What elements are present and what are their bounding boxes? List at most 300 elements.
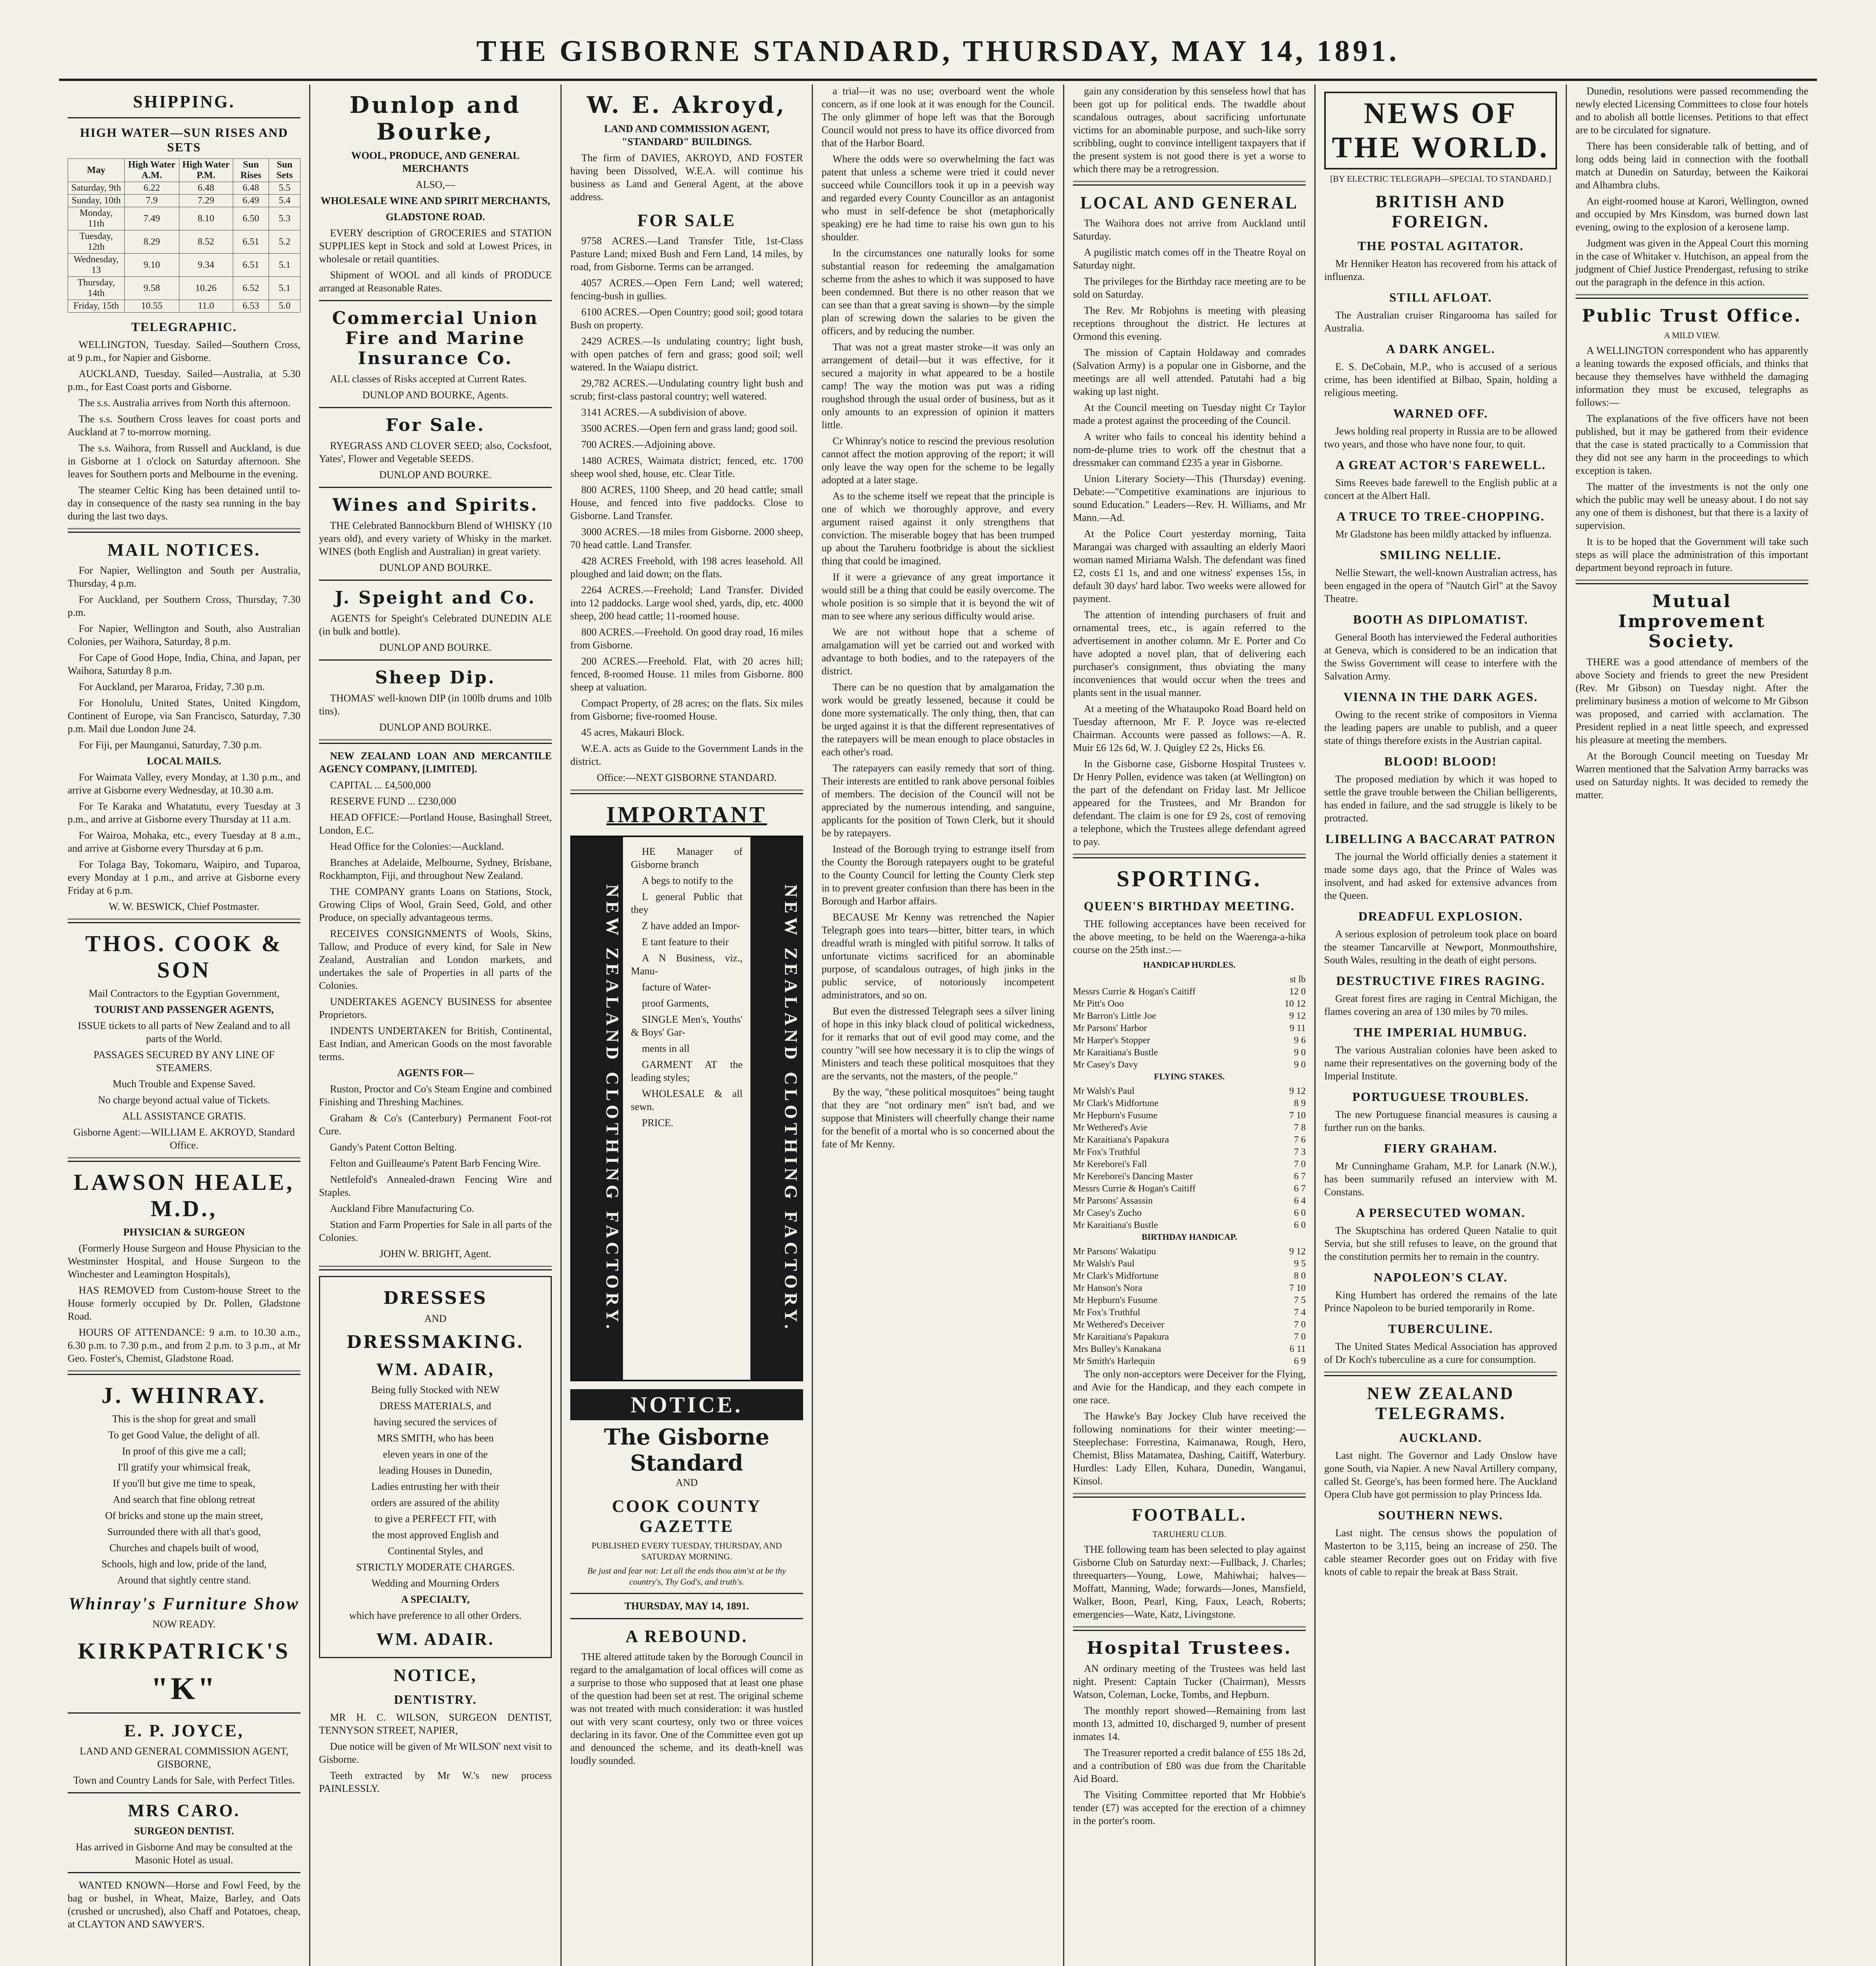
tide-row: [68, 254, 300, 277]
entry-name: Mr Wethered's Deceiver: [1073, 1320, 1165, 1330]
news-item-heading: THE IMPERIAL HUMBUG.: [1354, 1025, 1528, 1039]
entry-weight: 7 8: [1294, 1123, 1306, 1133]
paragraph: An eight-roomed house at Karori, Wellington, owned and occupied by Mrs Kinsdom, was burned down last evening, owing to the explosion of a kerosene lamp.: [1576, 195, 1808, 233]
paragraph: Ladies entrusting her with their: [371, 1481, 500, 1492]
paragraph: 700 ACRES.—Adjoining above.: [581, 439, 715, 450]
sheep-signature: DUNLOP AND BOURKE.: [379, 722, 492, 733]
telegraphic-list: [68, 338, 300, 523]
paragraph: 3500 ACRES.—Open fern and grass land; good soil.: [581, 423, 798, 434]
paragraph: Around that sightly centre stand.: [117, 1574, 251, 1586]
tide-cell: 6.48: [179, 182, 233, 195]
news-item-heading: THE POSTAL AGITATOR.: [1357, 239, 1524, 253]
paragraph: HOURS OF ATTENDANCE: 9 a.m. to 10.30 a.m., 6.30 p.m. to 7.30 p.m., and from 2 p.m. to 3 p.m., at Mr Geo. Foster's, Chemist, Gladstone Road.: [68, 1327, 300, 1364]
tide-cell: 7.29: [179, 195, 233, 207]
tide-heading: HIGH WATER—SUN RISES AND SETS: [80, 125, 288, 154]
entry-name: Mr Clark's Midfortune: [1073, 1271, 1159, 1281]
paragraph: For Honolulu, United States, United Kingdom, Continent of Europe, via San Francisco, Saturday, 7.30 p.m. Mail due London June 24.: [68, 697, 300, 734]
paragraph: L general Public that they: [631, 891, 743, 915]
divider: [570, 1618, 803, 1619]
news-item-heading: PORTUGUESE TROUBLES.: [1352, 1090, 1529, 1104]
entry-weight: 7 4: [1294, 1307, 1306, 1318]
wanted-known: WANTED KNOWN—Horse and Fowl Feed, by the bag or bushel, in Wheat, Maize, Barley, and Oats (crushed or uncrushed), also Chaff and Potatoes, cheap, at CLAYTON AND SAWYER'S.: [68, 1879, 300, 1930]
entry-row: [1073, 1307, 1306, 1319]
entry-row: [1073, 1282, 1306, 1294]
birthday-heading: QUEEN'S BIRTHDAY MEETING.: [1084, 899, 1295, 913]
entry-name: Mrs Bulley's Kanakana: [1073, 1344, 1161, 1354]
paragraph: A pugilistic match comes off in the Theatre Royal on Saturday night.: [1073, 247, 1306, 271]
factory-text: [623, 837, 750, 1380]
paragraph: 9758 ACRES.—Land Transfer Title, 1st-Class Pasture Land; mixed Bush and Fern Land, 14 miles, by road, from Gisborne. Terms can be arranged.: [570, 235, 803, 272]
handicap-units: st lb: [1290, 974, 1306, 985]
paragraph: HAS REMOVED from Custom-house Street to the House formerly occupied by Dr. Pollen, Gladstone Road.: [68, 1285, 300, 1322]
news-heading: NEWS OF THE WORLD.: [1324, 92, 1557, 169]
paragraph: orders are assured of the ability: [371, 1497, 500, 1508]
tide-cell: 6.52: [233, 277, 269, 300]
entry-name: Mr Parsons' Harbor: [1073, 1023, 1147, 1033]
rebound-heading: A REBOUND.: [625, 1627, 748, 1646]
tide-cell: 10.26: [179, 277, 233, 300]
nz-telegrams-heading: NEW ZEALAND TELEGRAMS.: [1367, 1384, 1515, 1423]
tide-cell: 8.29: [125, 230, 179, 254]
local-news-list: [1073, 217, 1306, 848]
paragraph: Gandy's Patent Cotton Belting.: [330, 1141, 457, 1153]
paragraph: THE Celebrated Bannockburn Blend of WHISKY (10 years old), and every variety of Whisky in the market. WINES (both English and Australian) in great variety.: [319, 520, 552, 557]
news-item-text: Nellie Stewart, the well-known Australian actress, has been engaged in the opera of "Nautch Girl" at the Savoy Theatre.: [1324, 567, 1557, 604]
news-item-heading: TUBERCULINE.: [1388, 1322, 1493, 1336]
factory-notice: [570, 836, 803, 1381]
paragraph: 1480 ACRES, Waimata district; fenced, etc. 1700 sheep wool shed, house, etc. Clear Title.: [570, 455, 803, 479]
entry-weight: 9 12: [1289, 1246, 1306, 1257]
news-item-heading: FIERY GRAHAM.: [1384, 1141, 1498, 1155]
paragraph: And search that fine oblong retreat: [113, 1494, 255, 1505]
paragraph: EVERY description of GROCERIES and STATION SUPPLIES kept in Stock and sold at Lowest Prices, in wholesale or retail quantities.: [319, 227, 552, 265]
news-item-heading: VIENNA IN THE DARK AGES.: [1343, 690, 1538, 704]
tide-cell: Thursday, 14th: [68, 277, 125, 300]
paragraph: 428 ACRES Freehold, with 198 acres leasehold. All ploughed and laid down; on the flats.: [570, 555, 803, 580]
paragraph: 45 acres, Makauri Block.: [581, 727, 685, 738]
whinray-heading: J. WHINRAY.: [101, 1382, 267, 1408]
cook-heading: THOS. COOK & SON: [85, 931, 283, 983]
football-text: THE following team has been selected to play against Gisborne Club on Saturday next:—Fullback, J. Charles; threequarters—Young, Lowe, Mahiwhai; halves—Moffatt, Manning, Wade; forwards—Jones, Mansfield, Walker, Boon, Pearl, King, Faux, Leach, Roberts; emergencies—Wate, Katz, Livingstone.: [1073, 1544, 1306, 1620]
akroyd-text: The firm of DAVIES, AKROYD, AND FOSTER having been Dissolved, W.E.A. will continue his business as Land and General Agent, at the above address.: [570, 152, 803, 202]
cook-subheading: Mail Contractors to the Egyptian Government,: [88, 988, 280, 999]
paragraph: To get Good Value, the delight of all.: [108, 1429, 260, 1441]
tide-cell: 5.0: [269, 300, 300, 313]
tide-row: [68, 300, 300, 313]
tide-cell: 6.51: [233, 230, 269, 254]
paragraph: HEAD OFFICE:—Portland House, Basinghall Street, London, E.C.: [319, 812, 552, 836]
divider: [1073, 1493, 1306, 1498]
akroyd-forsale-heading: FOR SALE: [637, 211, 736, 230]
nzloan-reserve: RESERVE FUND ... £230,000: [330, 795, 456, 807]
adair-advert: [319, 1276, 552, 1658]
entry-weight: 8 9: [1294, 1098, 1306, 1108]
tide-cell: 11.0: [179, 300, 233, 313]
paragraph: At the Council meeting on Tuesday night Cr Taylor made a protest against the proceeding of the Council.: [1073, 402, 1306, 426]
caro-list: [68, 1841, 300, 1867]
divider: [1073, 1626, 1306, 1631]
standard-motto: Be just and fear not: Let all the ends thou aim'st at be thy country's, Thy God's, and truth's.: [587, 1566, 786, 1587]
paragraph: The explanations of the five officers have not been published, but it may be gathered from their evidence that the case is stated practically to a Commission that they did not see any harm in the proceedings to which exception is taken.: [1576, 413, 1808, 476]
paragraph: (Formerly House Surgeon and House Physician to the Westminster Hospital, and House Surgeon to the Winchester and Leamington Hospitals),: [68, 1243, 300, 1280]
paragraph: 3141 ACRES.—A subdivision of above.: [581, 407, 747, 418]
tide-row: [68, 230, 300, 254]
paragraph: Graham & Co's (Canterbury) Permanent Foot-rot Cure.: [319, 1112, 552, 1137]
birthday-intro: THE following acceptances have been received for the above meeting, to be held on the Waerenga-a-hika course on the 25th inst.:—: [1073, 918, 1306, 955]
paragraph: Station and Farm Properties for Sale in all parts of the Colonies.: [319, 1219, 552, 1243]
tide-cell: Saturday, 9th: [68, 182, 125, 195]
wines-list: [319, 519, 552, 558]
tide-cell: 10.55: [125, 300, 179, 313]
masthead: [59, 28, 1817, 81]
entry-weight: 9 6: [1294, 1035, 1306, 1046]
entry-weight: 9 5: [1294, 1259, 1306, 1269]
news-item-text: Mr Cunninghame Graham, M.P. for Lanark (N.W.), has been summarily refused an interview with M. Constans.: [1324, 1160, 1557, 1198]
paragraph: The privileges for the Birthday race meeting are to be sold on Saturday.: [1073, 276, 1306, 300]
entry-weight: 6 9: [1294, 1356, 1306, 1366]
news-subheading: [BY ELECTRIC TELEGRAPH—SPECIAL TO STANDARD.]: [1330, 174, 1551, 184]
tide-cell: 5.3: [269, 207, 300, 230]
paragraph: facture of Water-: [642, 981, 711, 993]
entry-weight: 9 0: [1294, 1060, 1306, 1070]
notice-bar: NOTICE.: [570, 1389, 803, 1420]
entry-name: Mr Harper's Stopper: [1073, 1035, 1150, 1046]
paragraph: By the way, "these political mosquitoes" being taught that they are "not ordinary men" isn't bad, and we suppose that Ministers will cheerfully change their name for the benefit of a mortal who is so concerned about the fate of Mr Kenny.: [822, 1086, 1054, 1150]
paragraph: Being fully Stocked with NEW: [371, 1384, 500, 1395]
nzloan-heading: NEW ZEALAND LOAN AND MERCANTILE AGENCY COMPANY, [LIMITED].: [319, 750, 552, 775]
paragraph: But even the distressed Telegraph sees a silver lining of hope in this inky black cloud of political wickedness, for it remarks that out of evil good may come, and the country "will see how necessary it is to clip the wings of Ministers and teach these political mosquitoes that they are the servants, not the masters, of the people.": [822, 1005, 1054, 1082]
paragraph: This is the shop for great and small: [112, 1413, 256, 1425]
divider: [68, 1792, 300, 1793]
news-item-text: General Booth has interviewed the Federal authorities at Geneva, which is considered to be an indication that the Swiss Government will cease to interfere with the Salvation Army.: [1324, 631, 1557, 682]
paragraph: HE Manager of Gisborne branch: [631, 846, 743, 870]
local-mails-heading: LOCAL MAILS.: [147, 755, 221, 767]
kirkpatrick-k: "K": [151, 1671, 217, 1706]
southern-heading: SOUTHERN NEWS.: [1378, 1508, 1503, 1522]
forsale-heading: For Sale.: [385, 415, 485, 435]
tide-row: [68, 195, 300, 207]
paragraph: A WELLINGTON correspondent who has apparently a leaning towards the exposed officials, and thinks that because they themselves have withheld the damaging information they must be excused, telegraphs as follows:—: [1576, 345, 1808, 408]
cook-subheading-2: TOURIST AND PASSENGER AGENTS,: [94, 1004, 274, 1015]
tide-cell: 6.48: [233, 182, 269, 195]
paragraph: Surrounded there with all that's good,: [107, 1526, 261, 1537]
union-list: [319, 372, 552, 385]
tide-column-header: Sun Rises: [233, 159, 269, 182]
entry-row: [1073, 1059, 1306, 1071]
wilson-text-3: Teeth extracted by Mr W.'s new process PAINLESSLY.: [319, 1770, 552, 1794]
columns: [59, 85, 1817, 1966]
trust-heading: Public Trust Office.: [1582, 306, 1802, 326]
paragraph: Continental Styles, and: [388, 1545, 483, 1557]
paragraph: A begs to notify to the: [642, 875, 733, 886]
tide-cell: 5.1: [269, 277, 300, 300]
paragraph: Compact Property, of 28 acres; on the flats. Six miles from Gisborne; five-roomed House.: [570, 698, 803, 722]
divider: [1073, 854, 1306, 858]
dunlop-also: ALSO,—: [415, 179, 455, 190]
news-item-text: The Skuptschina has ordered Queen Natalie to quit Servia, but she still refuses to leave, on the ground that the constitution permits her to remain in the country.: [1324, 1225, 1557, 1262]
entry-name: Mr Parsons' Assassin: [1073, 1196, 1153, 1206]
paragraph: Much Trouble and Expense Saved.: [112, 1078, 256, 1090]
adair-poem: [326, 1383, 544, 1574]
news-item-heading: NAPOLEON'S CLAY.: [1373, 1270, 1508, 1284]
news-item-heading: A DARK ANGEL.: [1386, 342, 1495, 356]
whinray-poem: [68, 1412, 300, 1587]
sheep-list: [319, 692, 552, 718]
entry-row: [1073, 1085, 1306, 1097]
hospital-heading: Hospital Trustees.: [1087, 1638, 1292, 1658]
entry-name: Mr Karaitiana's Bustle: [1073, 1220, 1158, 1230]
heale-list: [68, 1242, 300, 1365]
dunlop-subheading: WOOL, PRODUCE, AND GENERAL MERCHANTS: [351, 150, 520, 174]
tide-cell: 9.58: [125, 277, 179, 300]
paragraph: There has been considerable talk of betting, and of long odds being laid in connection with the football match at Dunedin on Saturday, between the Kaikorai and Alhambra clubs.: [1576, 140, 1808, 191]
paragraph: ISSUE tickets to all parts of New Zealand and to all parts of the World.: [77, 1020, 291, 1044]
tide-cell: Friday, 15th: [68, 300, 125, 313]
tide-table: [68, 158, 300, 313]
paragraph: 29,782 ACRES.—Undulating country light bush and scrub; first-class pastoral country; well watered.: [570, 377, 803, 402]
paragraph: a trial—it was no use; overboard went the whole concern, as if one look at it was enough for the Council. The only glimmer of hope left was that the Borough Council would not press to have its office divorced from that of the Harbor Board.: [822, 85, 1054, 149]
standard-publication: PUBLISHED EVERY TUESDAY, THURSDAY, AND SATURDAY MORNING.: [592, 1541, 782, 1561]
rebound-text: THE altered attitude taken by the Borough Council in regard to the amalgamation of local offices will come as a surprise to those who supposed that at least one phase of the question had been set at rest. The original scheme was not treated with much consideration: it was hustled out with very scant courtesy, only two or three voices declaring in its favor. One of the Committee even got up and denounced the scheme, and its death-knell was loudly sounded.: [570, 1651, 803, 1766]
paragraph: WELLINGTON, Tuesday. Sailed—Southern Cross, at 9 p.m., for Napier and Gisborne.: [68, 339, 300, 363]
news-item-heading: SMILING NELLIE.: [1380, 548, 1502, 562]
standard-subtitle: COOK COUNTY GAZETTE: [612, 1497, 762, 1536]
tide-cell: 5.2: [269, 230, 300, 254]
paragraph: Town and Country Lands for Sale, with Perfect Titles.: [73, 1775, 295, 1786]
tide-cell: 9.10: [125, 254, 179, 277]
news-item-text: The proposed mediation by which it was hoped to settle the grave trouble between the Chilian belligerents, has ended in failure, and the sad struggle is likely to be protracted.: [1324, 773, 1557, 824]
column-7: [1567, 85, 1817, 1966]
now-ready: NOW READY.: [152, 1618, 216, 1630]
news-item-text: The Australian cruiser Ringarooma has sailed for Australia.: [1324, 309, 1557, 334]
paragraph: Instead of the Borough trying to estrange itself from the County the Borough ratepayers ought to be grateful to the County Council for letting the County Clerk step in to prevent greater confusion than there has been in the Borough and Harbor affairs.: [822, 843, 1054, 907]
telegraphic-heading: TELEGRAPHIC.: [131, 320, 237, 334]
paragraph: We are not without hope that a scheme of amalgamation will yet be carried out and worked with advantage to both bodies, and to the ratepayers of the district.: [822, 626, 1054, 677]
paragraph: The monthly report showed—Remaining from last month 13, admitted 10, discharged 9, number of present inmates 14.: [1073, 1705, 1306, 1742]
dunlop-list: [319, 226, 552, 295]
divider: [319, 300, 552, 301]
standard-title: The Gisborne Standard: [604, 1424, 770, 1476]
paragraph: eleven years in one of the: [383, 1449, 488, 1460]
paragraph: For Tolaga Bay, Tokomaru, Waipiro, and Tuparoa, every Monday at 1 p.m., and arrive at Gisborne every Friday at 6 p.m.: [68, 859, 300, 896]
paragraph: As to the scheme itself we repeat that the principle is one of which we thoroughly approve, and every argument raised against it only strengthens that conviction. The miserable bogey that has been trumped up about the Taruheru footbridge is about the sickliest thing that could be imagined.: [822, 490, 1054, 567]
entry-row: [1073, 1319, 1306, 1331]
tide-cell: 6.22: [125, 182, 179, 195]
forsale-signature: DUNLOP AND BOURKE.: [379, 469, 492, 480]
news-item-text: E. S. DeCobain, M.P., who is accused of a serious crime, has been identified at Bilbao, Spain, holding a religious meeting.: [1324, 361, 1557, 398]
paragraph: I'll gratify your whimsical freak,: [118, 1462, 251, 1473]
mail-list: [68, 564, 300, 751]
dentistry-heading: DENTISTRY.: [394, 1692, 477, 1706]
sport-text: The Hawke's Bay Jockey Club have received the following nominations for their winter meeting:—Steeplechase: Forrestina, Kaimanawa, Rough, Hero, Chemist, Bliss Matamatea, Dashing, Caitiff, Waterbury. Hurdles: Lady Ellen, Kuhara, Dunedin, Wanganui, Kinsol.: [1073, 1410, 1306, 1487]
akroyd-office: Office:—NEXT GISBORNE STANDARD.: [597, 772, 777, 783]
paragraph: INDENTS UNDERTAKEN for British, Continental, East Indian, and American Goods on the most favorable terms.: [319, 1025, 552, 1062]
entry-name: Mr Wethered's Avie: [1073, 1123, 1148, 1133]
paragraph: Of bricks and stone up the main street,: [105, 1510, 263, 1521]
entry-row: [1073, 1122, 1306, 1134]
paragraph: For Fiji, per Maunganui, Saturday, 7.30 p.m.: [79, 739, 262, 751]
divider: [319, 407, 552, 408]
divider: [1073, 181, 1306, 186]
factory-band-left: NEW ZEALAND CLOTHING FACTORY.: [572, 837, 623, 1380]
divider: [319, 487, 552, 488]
union-heading: Commercial Union Fire and Marine Insurance Co.: [332, 308, 539, 368]
entry-weight: 9 0: [1294, 1047, 1306, 1058]
paragraph: For Napier, Wellington and South per Australia, Thursday, 4 p.m.: [68, 565, 300, 589]
paragraph: Ruston, Proctor and Co's Steam Engine and combined Finishing and Threshing Machines.: [319, 1083, 552, 1108]
adair-specialty: A SPECIALTY,: [401, 1594, 470, 1605]
paragraph: 2429 ACRES.—Is undulating country; light bush, with open patches of fern and grass; good soil; well watered. In the Waiapu district.: [570, 335, 803, 373]
entry-name: Mr Parsons' Wakatipu: [1073, 1246, 1156, 1257]
mutual-text: THERE was a good attendance of members of the above Society and friends to greet the new President (Rev. Mr Gibson) on Tuesday night. After the preliminary business a motion of welcome to Mr Gibson was proposed, and carried with acclamation. The President replied in a neat little speech, and expressed his pleasure at meeting the members.: [1576, 656, 1808, 746]
entry-weight: 9 11: [1289, 1023, 1306, 1033]
divider: [1576, 294, 1808, 299]
paragraph: The s.s. Southern Cross leaves for coast ports and Auckland at 7 to-morrow morning.: [68, 413, 300, 438]
news-item-heading: LIBELLING A BACCARAT PATRON: [1325, 832, 1556, 846]
paragraph: GARMENT AT the leading styles;: [631, 1059, 743, 1083]
column-4: [813, 85, 1064, 1966]
entry-name: Mr Clark's Midfortune: [1073, 1098, 1159, 1108]
paragraph: At a meeting of the Whataupoko Road Board held on Tuesday afternoon, Mr F. P. Joyce was re-elected Chairman. Accounts were passed as follows:—A. R. Muir £6 12s 6d, W. J. Quigley £2 2s, Hicks £6.: [1073, 703, 1306, 753]
paragraph: BECAUSE Mr Kenny was retrenched the Napier Telegraph goes into tears—bitter, bitter tears, in which dreadful wrath is mingled with pitiful sorrow. It talks of unfortunate victims sacrificed for an abominable purpose, of scandalous outrages, of high jinks in the public service, of notoriously incompetent administrators, and so on.: [822, 911, 1054, 1001]
issue-date: THURSDAY, MAY 14, 1891.: [624, 1600, 749, 1612]
tide-cell: 8.52: [179, 230, 233, 254]
paragraph: The Rev. Mr Robjohns is meeting with pleasing receptions throughout the district. He lectures at Ormond this evening.: [1073, 305, 1306, 342]
news-item-heading: DREADFUL EXPLOSION.: [1358, 909, 1523, 923]
trust-list: [1576, 344, 1808, 574]
kirkpatrick-heading: KIRKPATRICK'S: [78, 1638, 290, 1664]
column-1: [59, 85, 310, 1966]
news-item-text: Owing to the recent strike of compositors in Vienna the leading papers are unable to publish, and a queer state of things therefore exists in the Austrian capital.: [1324, 709, 1557, 746]
paragraph: Cr Whinray's notice to rescind the previous resolution cannot affect the motion approving of the report; it will only leave the way open for the scheme to be legally adopted at a later stage.: [822, 435, 1054, 486]
news-item-heading: BOOTH AS DIPLOMATIST.: [1353, 612, 1528, 626]
entry-name: Mr Fox's Truthful: [1073, 1307, 1141, 1318]
paragraph: ALL classes of Risks accepted at Current Rates.: [330, 373, 527, 385]
news-item-text: Mr Gladstone has been mildly attacked by influenza.: [1335, 528, 1552, 540]
entry-weight: 6 0: [1294, 1208, 1306, 1218]
tide-cell: 6.53: [233, 300, 269, 313]
trust-subheading: A MILD VIEW.: [1664, 330, 1720, 340]
divider: [68, 1712, 300, 1714]
tide-cell: 8.10: [179, 207, 233, 230]
entry-weight: 6 0: [1294, 1220, 1306, 1230]
paragraph: If you'll but give me time to speak,: [112, 1478, 256, 1489]
entry-name: Mr Walsh's Paul: [1073, 1259, 1135, 1269]
adair-wedding: Wedding and Mourning Orders: [371, 1578, 499, 1589]
news-item-text: Jews holding real property in Russia are to be allowed two years, and those who have none four, to quit.: [1324, 425, 1557, 450]
entry-name: Mr Karaitiana's Papakura: [1073, 1135, 1169, 1145]
mail-signature: W. W. BESWICK, Chief Postmaster.: [109, 901, 260, 912]
wilson-text-2: Due notice will be given of Mr WILSON' next visit to Gisborne.: [319, 1741, 552, 1765]
handicap-list: [1073, 986, 1306, 1071]
akroyd-heading: W. E. Akroyd,: [587, 92, 787, 118]
entry-row: [1073, 1246, 1306, 1258]
tide-cell: 6.50: [233, 207, 269, 230]
entry-name: Mr Pitt's Ooo: [1073, 999, 1124, 1009]
entry-weight: 9 12: [1289, 1011, 1306, 1021]
paragraph: For Cape of Good Hope, India, China, and Japan, per Waihora, Saturday 8 p.m.: [68, 652, 300, 676]
entry-row: [1073, 1035, 1306, 1047]
nzloan-capital: CAPITAL ... £4,500,000: [330, 779, 431, 791]
entry-row: [1073, 1355, 1306, 1368]
entry-row: [1073, 1010, 1306, 1022]
auckland-text: Last night. The Governor and Lady Onslow have gone South, via Napier. A new Naval Artillery company, called St. George's, has been formed here. The Auckland Opera Club have got permission to play Princess Ida.: [1324, 1450, 1557, 1500]
sport-note: The only non-acceptors were Deceiver for the Flying, and Avie for the Handicap, and they each compete in one race.: [1073, 1368, 1306, 1406]
entry-name: Mr Hepburn's Fusume: [1073, 1295, 1157, 1305]
agents-list: [319, 1082, 552, 1244]
entry-name: Mr Karaitiana's Papakura: [1073, 1332, 1169, 1342]
entry-name: Messrs Currie & Hogan's Caitiff: [1073, 1184, 1196, 1194]
sheep-heading: Sheep Dip.: [375, 668, 496, 688]
column-2: [310, 85, 562, 1966]
entry-name: Mr Fox's Truthful: [1073, 1147, 1141, 1157]
shipping-heading: SHIPPING.: [133, 92, 235, 111]
paragraph: Auckland Fibre Manufacturing Co.: [330, 1203, 474, 1214]
paragraph: Has arrived in Gisborne And may be consulted at the Masonic Hotel as usual.: [76, 1841, 293, 1866]
caro-subheading: SURGEON DENTIST.: [134, 1825, 234, 1837]
entry-name: Mr Karaitiana's Bustle: [1073, 1047, 1158, 1058]
paragraph: 2264 ACRES.—Freehold; Land Transfer. Divided into 12 paddocks. Large wool shed, yards, dip, etc. 4000 sheep, 200 head cattle; 11-roomed house.: [570, 584, 803, 622]
paragraph: 3000 ACRES.—18 miles from Gisborne. 2000 sheep, 70 head cattle. Land Transfer.: [570, 526, 803, 550]
news-item-heading: BLOOD! BLOOD!: [1384, 754, 1497, 768]
divider: [68, 1872, 300, 1873]
speight-list: [319, 612, 552, 638]
tide-cell: 5.4: [269, 195, 300, 207]
paragraph: If it were a grievance of any great importance it would still be a thing that could be easily overcome. The whole position is so simple that it is beyond the wit of man to see where any serious difficulty would arise.: [822, 571, 1054, 622]
paragraph: There can be no question that by amalgamation the work would be greatly lessened, because it could be done more systematically. The only thing, then, that can be urged against it is that the different representatives of the ratepayers will be mean enough to place obstacles in each other's road.: [822, 681, 1054, 758]
paragraph: STRICTLY MODERATE CHARGES.: [356, 1561, 515, 1573]
adair-dresses: DRESSES: [383, 1288, 488, 1308]
paragraph: 200 ACRES.—Freehold. Flat, with 20 acres hill; fenced, 8-roomed House. 11 miles from Gisborne. 800 sheep at valuation.: [570, 655, 803, 693]
paragraph: AUCKLAND, Tuesday. Sailed—Australia, at 5.30 p.m., for East Coast ports and Gisborne.: [68, 368, 300, 392]
news-item-text: The various Australian colonies have been asked to name their representatives on the governing body of the Imperial Institute.: [1324, 1044, 1557, 1082]
paragraph: proof Garments,: [642, 998, 709, 1009]
wilson-text: MR H. C. WILSON, SURGEON DENTIST, TENNYSON STREET, NAPIER,: [319, 1712, 552, 1736]
column-6: [1316, 85, 1567, 1966]
akroyd-note: W.E.A. acts as Guide to the Government Lands in the district.: [570, 743, 803, 767]
news-item-heading: A TRUCE TO TREE-CHOPPING.: [1336, 509, 1545, 523]
paragraph: 6100 ACRES.—Open Country; good soil; good totara Bush on property.: [570, 306, 803, 331]
entry-weight: 7 3: [1294, 1147, 1306, 1157]
paragraph: MRS SMITH, who has been: [377, 1432, 494, 1444]
paragraph: gain any consideration by this senseless howl that has been got up for political ends. The twaddle about scandalous outrages, about sacrificing unfortunate victims for an abominable purpose, and such-like sorry scribbling, ought to convince intelligent taxpayers that if the present system is not good there is yet a worse to which there may be a retrogression.: [1073, 85, 1306, 175]
paragraph: For Wairoa, Mohaka, etc., every Tuesday at 8 a.m., and arrive at Gisborne every Thursday at 6 p.m.: [68, 830, 300, 854]
paragraph: For Te Karaka and Whatatutu, every Tuesday at 3 p.m., and arrive at Gisborne every Thursday at 11 a.m.: [68, 801, 300, 825]
hospital-list: [1073, 1662, 1306, 1827]
divider: [319, 739, 552, 744]
entry-weight: 12 0: [1289, 987, 1306, 997]
paragraph: The s.s. Australia arrives from North this afternoon.: [79, 397, 291, 409]
handicap-heading: HANDICAP HURDLES.: [1143, 960, 1236, 970]
paragraph: PASSAGES SECURED BY ANY LINE OF STEAMERS.: [93, 1049, 275, 1073]
flying-heading: FLYING STAKES.: [1154, 1071, 1225, 1081]
tide-column-header: High Water A.M.: [125, 159, 179, 182]
paragraph: 800 ACRES.—Freehold. On good dray road, 16 miles from Gisborne.: [570, 626, 803, 651]
entry-row: [1073, 998, 1306, 1010]
entry-weight: 9 12: [1289, 1086, 1306, 1096]
paragraph: THOMAS' well-known DIP (in 100lb drums and 10lb tins).: [319, 692, 552, 717]
divider: [319, 1266, 552, 1270]
entry-row: [1073, 1195, 1306, 1207]
paragraph: Shipment of WOOL and all kinds of PRODUCE arranged at Reasonable Rates.: [319, 269, 552, 294]
paragraph: ALL ASSISTANCE GRATIS.: [122, 1110, 246, 1122]
news-item-text: Great forest fires are raging in Central Michigan, the flames covering an area of 130 miles by 70 miles.: [1324, 993, 1557, 1017]
news-items: [1324, 239, 1557, 1366]
adair-preference: which have preference to all other Orders.: [349, 1610, 522, 1621]
adair-and: AND: [424, 1313, 447, 1324]
news-item-text: The journal the World officially denies a statement it made some days ago, that the Prince of Wales was insolvent, and had asked for extensive advances from the Queen.: [1324, 851, 1557, 901]
speight-heading: J. Speight and Co.: [335, 588, 536, 608]
